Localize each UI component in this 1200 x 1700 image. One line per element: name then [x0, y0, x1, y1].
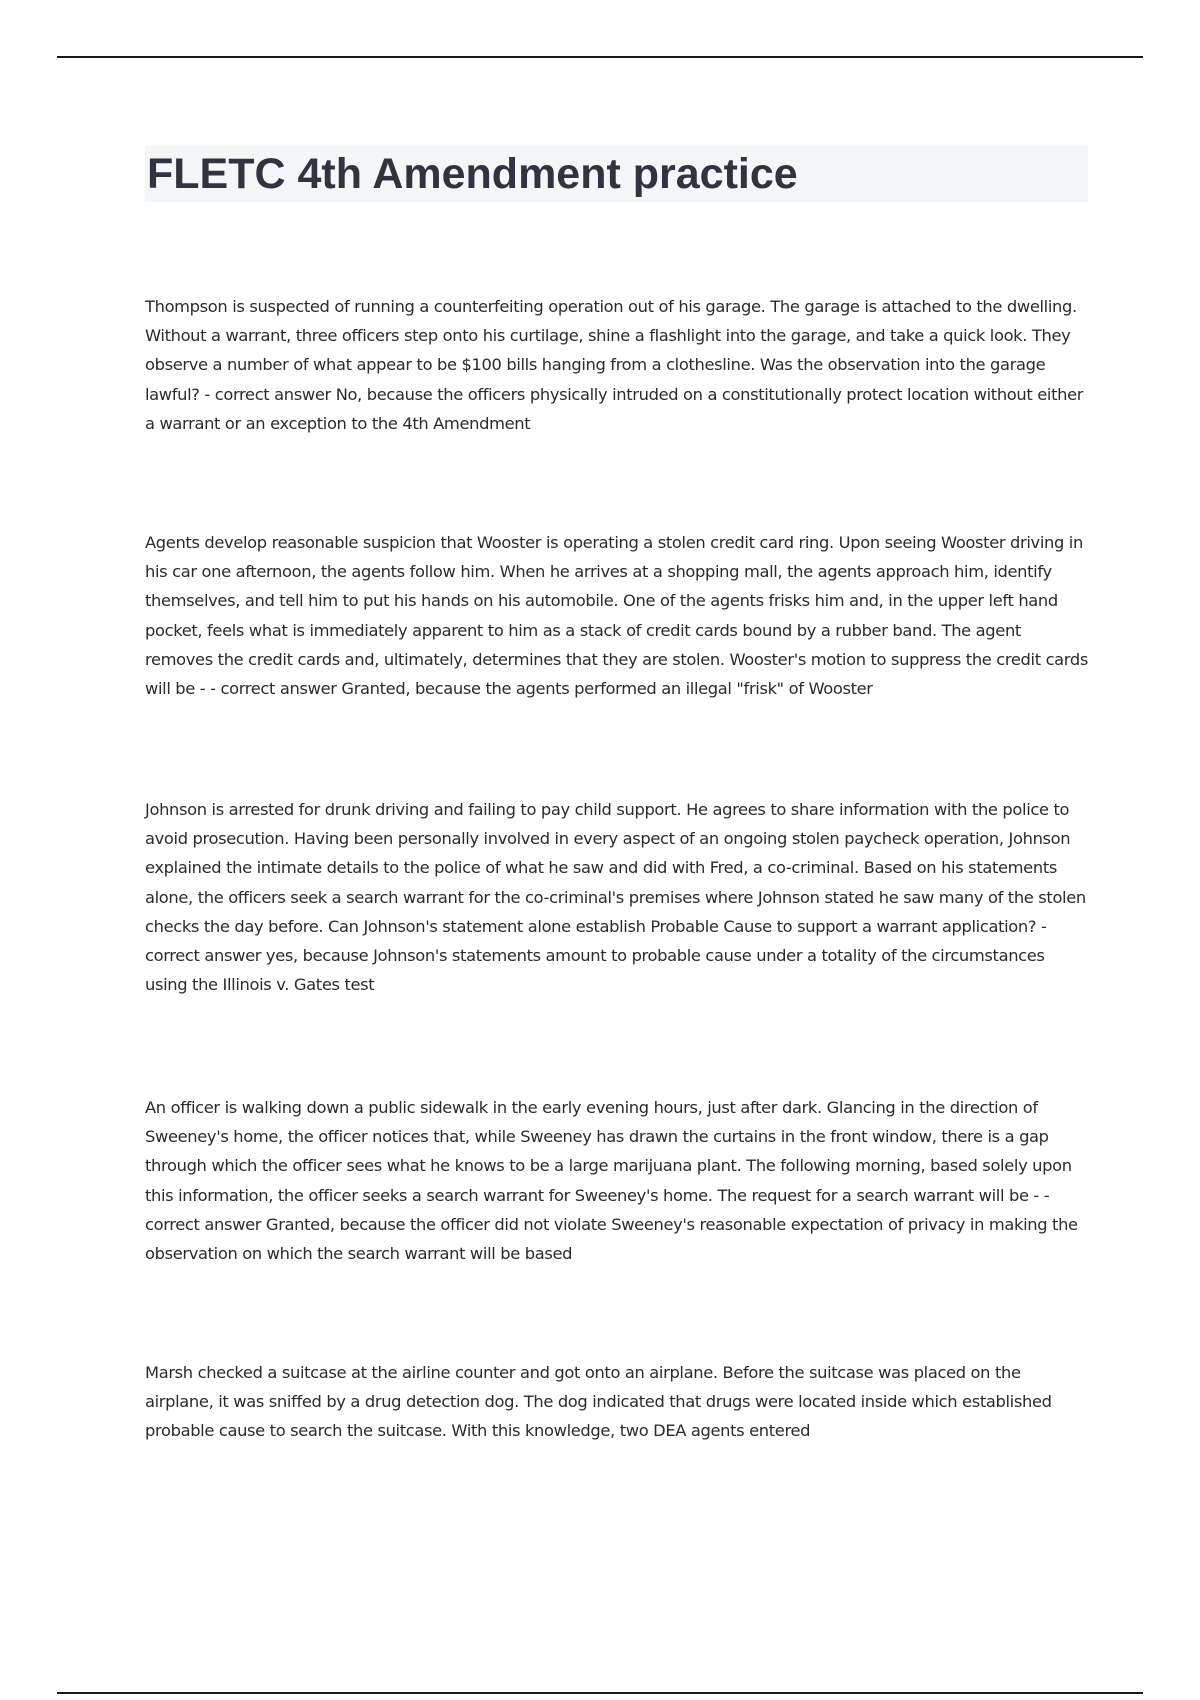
answer-separator: - correct answer: [199, 384, 336, 404]
answer-text: yes, because Johnson's statements amount to probable cause under a totality of the circumstances using the Illinois v. Gates test: [145, 946, 1045, 995]
answer-separator: - correct answer: [145, 1185, 1050, 1234]
answer-separator: - correct answer: [145, 916, 1047, 966]
bottom-rule: [57, 1692, 1143, 1694]
qa-item: [145, 292, 1090, 438]
answer-text: Granted, because the officer did not violate Sweeney's reasonable expectation of privacy in making the observation on which the search warrant will be based: [145, 1214, 1078, 1264]
question-text: Thompson is suspected of running a counterfeiting operation out of his garage. The garage is attached to the dwelling. Without a warrant, three officers step onto his curtilage, shine a flashlight into the garage, and take a quick look. They observe a number of what appear to be $100 bills hanging from a clothesline. Was the observation into the garage lawful?: [145, 297, 1077, 404]
answer-text: No, because the officers physically intruded on a constitutionally protect location without either a warrant or an exception to the 4th Amendment: [145, 384, 1084, 433]
qa-item: [145, 528, 1090, 703]
question-text: Johnson is arrested for drunk driving and failing to pay child support. He agrees to share information with the police to avoid prosecution. Having been personally involved in every aspect of an ongoing stolen paycheck operation, Johnson explained the intimate details to the police of what he saw and did with Fred, a co-criminal. Based on his statements alone, the officers seek a search warrant for the co-criminal's premises where Johnson stated he saw many of the stolen checks the day before. Can Johnson's statement alone establish Probable Cause to support a warrant application?: [145, 800, 1086, 936]
answer-separator: - correct answer: [205, 679, 342, 699]
answer-text: Granted, because the agents performed an illegal "frisk" of Wooster: [341, 679, 873, 699]
qa-item: [145, 1093, 1090, 1268]
qa-item: [145, 795, 1090, 999]
top-rule: [57, 56, 1143, 58]
question-text: Agents develop reasonable suspicion that Wooster is operating a stolen credit card ring. Upon seeing Wooster driving in his car one afternoon, the agents follow him. When he arrives at a shopping mall, the agents approach him, identify themselves, and tell him to put his hands on his automobile. One of the agents frisks him and, in the upper left hand pocket, feels what is immediately apparent to him as a stack of credit cards bound by a rubber band. The agent removes the credit cards and, ultimately, determines that they are stolen. Wooster's motion to suppress the credit cards will be -: [145, 533, 1088, 699]
question-text: An officer is walking down a public sidewalk in the early evening hours, just after dark. Glancing in the direction of Sweeney's home, the officer notices that, while Sweeney has drawn the curtains in the front window, there is a gap through which the officer sees what he knows to be a large marijuana plant. The following morning, based solely upon this information, the officer seeks a search warrant for Sweeney's home. The request for a search warrant will be -: [145, 1098, 1072, 1205]
qa-item: [145, 1358, 1090, 1446]
question-text: Marsh checked a suitcase at the airline counter and got onto an airplane. Before the suitcase was placed on the airplane, it was sniffed by a drug detection dog. The dog indicated that drugs were located inside which established probable cause to search the suitcase. With this knowledge, two DEA agents entered: [145, 1363, 1052, 1441]
document-title: FLETC 4th Amendment practice: [147, 150, 798, 198]
